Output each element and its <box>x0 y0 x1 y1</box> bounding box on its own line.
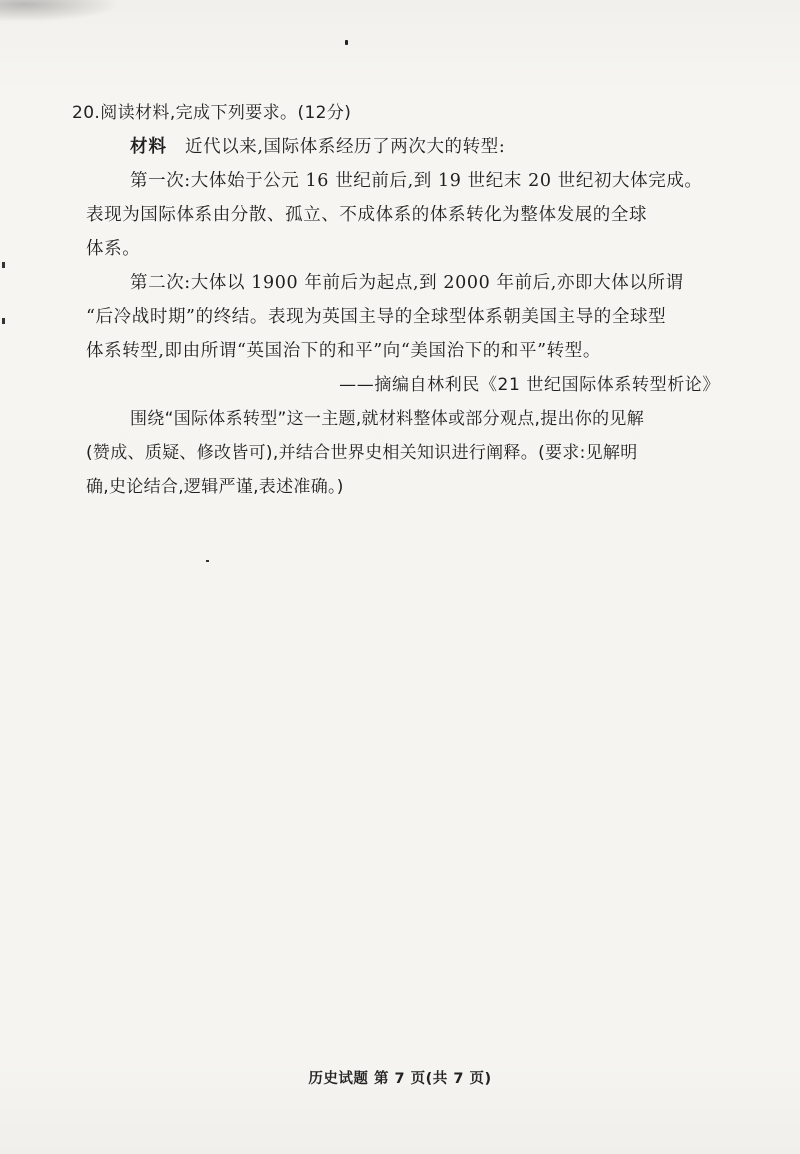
second-transition-line2: “后冷战时期”的终结。表现为英国主导的全球型体系朝美国主导的全球型 <box>86 307 667 327</box>
question-header: 20.阅读材料,完成下列要求。(12分) <box>72 103 352 123</box>
task-line1: 围绕“国际体系转型”这一主题,就材料整体或部分观点,提出你的见解 <box>130 409 645 429</box>
edge-mark <box>2 318 5 324</box>
second-transition-line1: 第二次:大体以 1900 年前后为起点,到 2000 年前后,亦即大体以所谓 <box>130 273 684 293</box>
material-intro: 近代以来,国际体系经历了两次大的转型: <box>185 137 506 157</box>
first-transition-line1: 第一次:大体始于公元 16 世纪前后,到 19 世纪末 20 世纪初大体完成。 <box>130 171 703 191</box>
task-line3: 确,史论结合,逻辑严谨,表述准确。) <box>86 477 344 497</box>
material-intro-line <box>72 130 722 164</box>
edge-mark <box>2 262 5 268</box>
material-source: ——摘编自林利民《21 世纪国际体系转型析论》 <box>339 375 720 395</box>
scan-smudge <box>0 0 120 22</box>
first-transition-line3: 体系。 <box>86 239 141 259</box>
ink-speck <box>206 560 209 562</box>
material-label: 材料 <box>130 137 167 157</box>
second-transition-line3: 体系转型,即由所谓“英国治下的和平”向“美国治下的和平”转型。 <box>86 341 601 361</box>
question-20 <box>72 96 722 504</box>
page-footer: 历史试题 第 7 页(共 7 页) <box>308 1071 492 1087</box>
first-transition-line2: 表现为国际体系由分散、孤立、不成体系的体系转化为整体发展的全球 <box>86 205 648 225</box>
task-line2: (赞成、质疑、修改皆可),并结合世界史相关知识进行阐释。(要求:见解明 <box>86 443 638 463</box>
ink-dot <box>345 40 348 45</box>
